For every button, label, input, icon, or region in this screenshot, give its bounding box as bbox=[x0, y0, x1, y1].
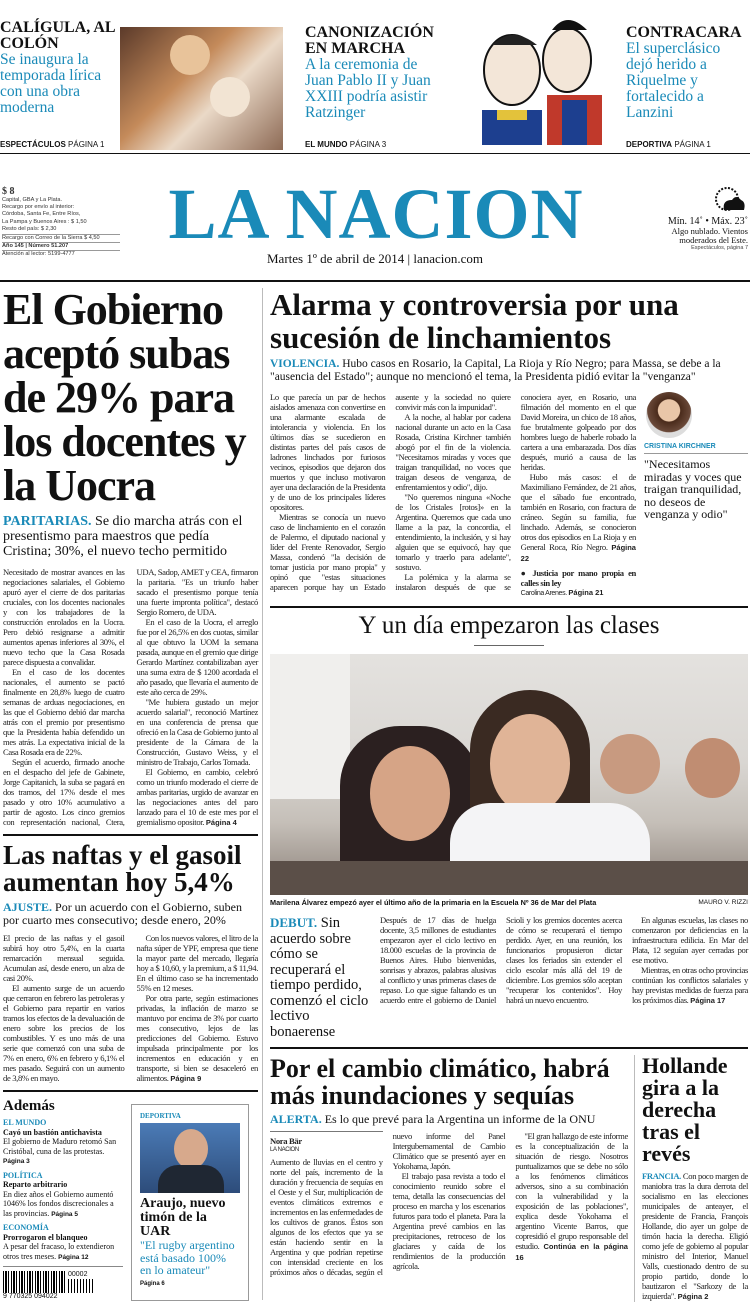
deck-text: Por un acuerdo con el Gobierno, suben por cuarto mes consecutivo; desde enero, 20% bbox=[3, 900, 242, 927]
lead-body bbox=[3, 567, 258, 828]
classes-deck bbox=[270, 915, 370, 1040]
brief-text: A pesar del fracaso, lo extendieron otros tres meses. bbox=[3, 1242, 115, 1261]
deck-text: Es lo que prevé para la Argentina un informe de la ONU bbox=[324, 1112, 596, 1126]
paragraph: A la noche, al hablar por cadena nacional durante un acto en la Casa Rosada, Cristina Kirchner también abogó por el fin de la violencia. "Necesitamos miradas y voces que traigan tranquilidad, no voces que traigan deseos de venganza, de enfrentamientos y odio", dijo. bbox=[395, 412, 511, 492]
teaser-canonizacion[interactable] bbox=[305, 25, 445, 121]
section-label: EL MUNDO bbox=[3, 1118, 47, 1127]
araujo-photo bbox=[140, 1123, 240, 1193]
price-line: Capital, GBA y La Plata. bbox=[2, 197, 63, 203]
classroom-photo bbox=[270, 654, 748, 895]
paragraph: "No queremos ninguna «Noche de los Cristales [rotos]» en la Argentina. Queremos que cada uno llame a la paz, la concordia, el entendimiento, la inclusión, y si hay alguien que se equivocó, hay que tomarlo y traerlo para adelante", sostuvo. bbox=[395, 492, 511, 572]
kicker: FRANCIA. bbox=[642, 1171, 681, 1181]
price-line: Recargo por envío al interior: bbox=[2, 204, 75, 211]
teaser-section[interactable] bbox=[305, 140, 386, 149]
page-ref[interactable]: Continúa en la página 16 bbox=[515, 1242, 628, 1262]
page-ref: Página 5 bbox=[51, 1210, 78, 1218]
divider bbox=[270, 606, 748, 608]
paragraph: En el caso de los docentes nacionales, el aumento se pactó finalmente en 28,8% luego de cuatro semanas de arduas negociaciones, en las que el Gobierno debió dar marcha atrás con el premio por presentismo que la Presidenta había defendido un mes atrás. La expectativa inicial de la Casa Rosada era de 22%. bbox=[3, 667, 125, 757]
price-line: Resto del país: $ 2,30 bbox=[2, 225, 57, 232]
divider bbox=[0, 153, 750, 154]
page-ref: PÁGINA 3 bbox=[349, 140, 387, 149]
caption-row bbox=[270, 898, 748, 907]
lynch-deck bbox=[270, 358, 748, 384]
teaser-sub: El superclásico dejó herido a Riquelme y fortalecido a Lanzini bbox=[626, 40, 721, 121]
box-head: Araujo, nuevo timón de la UAR bbox=[140, 1196, 226, 1239]
weather bbox=[632, 186, 748, 252]
teaser-contracara[interactable] bbox=[626, 25, 750, 121]
teaser-title: CANONIZACIÓN EN MARCHA bbox=[305, 24, 434, 57]
bottom-row bbox=[270, 1055, 748, 1302]
page-ref[interactable]: Página 9 bbox=[170, 1074, 202, 1083]
surcharge: Recargo con Correo de la Sierra $ 4,50 bbox=[2, 234, 120, 242]
paragraph: Mientras, en otras ocho provincias continúan los conflictos salariales y hay previstas medidas de fuerza para los próximos días. bbox=[632, 965, 748, 1005]
section-label: ECONOMÍA bbox=[3, 1223, 49, 1232]
deportiva-box[interactable] bbox=[131, 1104, 249, 1301]
kicker: DEBUT. bbox=[270, 915, 318, 930]
paragraph: Mientras se conocía un nuevo caso de linchamiento en el corazón de Palermo, el diputado nacional y líder del Frente Renovador, Sergio Massa, condenó "la decisión de tomar justicia por mano propia" y opinó que "estas situaciones aparecen porque hay un Estado ausente y la sociedad no quiere convivir más con la impunidad". bbox=[270, 392, 511, 592]
paragraph: El precio de las naftas y el gasoil subirá hoy otro 5,4%, en la cuarta remarcación mensual seguida. Acumulan así, desde enero, un alza de casi 20%. bbox=[3, 933, 125, 983]
fuel-headline[interactable]: Las naftas y el gasoil aumentan hoy 5,4% bbox=[3, 840, 242, 897]
column-divider bbox=[262, 288, 263, 1300]
kirchner-photo bbox=[646, 392, 692, 438]
deck-text: Hubo casos en Rosario, la Capital, La Rioja y Río Negro; para Massa, se debe a la "ausencia del Estado"; aunque no mencionó el tema, la Presidenta pidió evitar la "venganza" bbox=[270, 358, 721, 383]
opera-photo bbox=[120, 27, 283, 150]
section-label: EL MUNDO bbox=[305, 140, 348, 149]
paragraph: El Gobierno, en cambio, celebró como un triunfo moderado el cierre de ambas paritarias, urgido de avanzar en las negociaciones antes del paro lanzado para el 10 de este mes por el gremialismo opositor. bbox=[136, 767, 258, 827]
lead-headline[interactable]: El Gobierno aceptó subas de 29% para los docentes y la Uocra bbox=[3, 285, 246, 510]
weather-ref: Espectáculos, página 7 bbox=[691, 245, 748, 251]
teaser-section[interactable] bbox=[0, 140, 105, 149]
dateline: Martes 1º de abril de 2014 | lanacion.com bbox=[266, 251, 484, 266]
page-ref[interactable]: Página 22 bbox=[520, 543, 636, 563]
price: $ 8 bbox=[2, 186, 15, 197]
divider bbox=[474, 645, 544, 646]
brief-item[interactable] bbox=[3, 1118, 123, 1167]
paragraph: El trabajo pasa revista a todo el conocimiento reunido sobre el tema, detalla las consecuencias del proceso en marcha y los escenarios futuros para todo el planeta. Para la Argentina prevé cambios en las precipitaciones, retroceso de los glaciares y caída de los rendimientos de la producción agrícola. bbox=[392, 1171, 506, 1271]
brief-head: Reparto arbitrario bbox=[3, 1180, 68, 1189]
page-ref: PÁGINA 1 bbox=[68, 140, 105, 149]
paragraph: Con los nuevos valores, el litro de la nafta súper de YPF, empresa que tiene la mayor parte del mercado, llegaría hoy a $ 10,60, y la premium, a $ 11,94. En el último caso se ha incrementado 55% en 12 meses. bbox=[136, 933, 258, 993]
cloud-sun-icon bbox=[710, 186, 746, 212]
climate-headline[interactable]: Por el cambio climático, habrá más inundaciones y sequías bbox=[270, 1054, 610, 1110]
brief-head: Cayó un bastión antichavista bbox=[3, 1127, 102, 1137]
teaser-caligula[interactable] bbox=[0, 20, 116, 116]
brief-item[interactable] bbox=[3, 1171, 123, 1220]
teaser-title: CONTRACARA bbox=[626, 24, 742, 41]
brief-item[interactable] bbox=[3, 1223, 123, 1262]
section-label: DEPORTIVA bbox=[626, 140, 673, 149]
paragraph: El aumento surge de un acuerdo que cerraron en febrero las petroleras y el Gobierno para repartir en varios tramos los efectos de la devaluación de enero sobre los precios de los combustibles. Y es uno más de una serie que comenzó con una suba de 7% en enero, 6% en febrero y 6,1% el mes pasado. Seguirá con un aumento de 3,8% en mayo. bbox=[3, 983, 125, 1083]
price-line: La Pampa y Buenos Aires : $ 1,50 bbox=[2, 218, 87, 225]
barcode-issue: 00002 bbox=[68, 1271, 88, 1278]
teaser-sub: A la ceremonia de Juan Pablo II y Juan XXIII podría asistir Ratzinger bbox=[305, 56, 431, 121]
hollande-headline[interactable]: Hollande gira a la derecha tras el revés bbox=[642, 1053, 728, 1166]
divider bbox=[0, 280, 750, 282]
paragraph: En el caso de la Uocra, el arreglo fue por el 26,5% en dos cuotas, similar al que obtuvo la UOM la semana pasada, aunque en el gremio que dirige Gerardo Martínez contabilizaban ayer una suma extra de $ 1200 acordada el año pasado, que llevaría el aumento de este año cerca de 29%. bbox=[136, 617, 258, 697]
barcode-addon bbox=[68, 1279, 94, 1293]
ademas-section bbox=[3, 1098, 258, 1301]
section-label: DEPORTIVA bbox=[140, 1112, 181, 1120]
kicker: AJUSTE. bbox=[3, 900, 53, 914]
teaser-sub: Se inaugura la temporada lírica con una obra moderna bbox=[0, 51, 102, 116]
page-ref[interactable]: Página 17 bbox=[690, 996, 726, 1005]
fuel-body bbox=[3, 933, 258, 1084]
fuel-deck bbox=[3, 901, 258, 927]
right-column bbox=[270, 288, 748, 1302]
paragraph: Aumento de lluvias en el centro y norte del país, incremento de la duración y frecuencia de sequías en el Oeste y el Sur, multiplicación de eventos climáticos extremos e incrementos en las enfermedades de los cultivos de granos. Éstos son algunos de los efectos que ya se están haciendo sentir en la Argentina y que podrían repetirse con intensidad creciente en los próximos años o décadas, según el nuevo informe del Panel Intergubernamental de Cambio Climático que se presentó ayer en Yokohama, Japón. bbox=[270, 1131, 506, 1277]
quote-text: "Necesitamos miradas y voces que traigan tranquilidad, no deseos de venganza y odio" bbox=[644, 457, 742, 521]
paragraph: En algunas escuelas, las clases no comenzaron por deficiencias en la infraestructura edilicia. En Mar del Plata, 12 seguían ayer cerradas por ese motivo. bbox=[632, 915, 748, 965]
teaser-section[interactable] bbox=[626, 140, 711, 149]
kirchner-quote bbox=[644, 392, 748, 599]
brief-text: En diez años el Gobierno aumentó 1046% los fondos discrecionales a las provincias. bbox=[3, 1189, 114, 1218]
page-ref: Página 6 bbox=[140, 1280, 165, 1287]
page-ref: Página 3 bbox=[3, 1158, 30, 1165]
author: Nora Bär bbox=[270, 1136, 302, 1146]
quote-name: CRISTINA KIRCHNER bbox=[644, 442, 748, 454]
related-link[interactable]: ● Justicia por mano propia en calles sin ley bbox=[520, 568, 636, 588]
divider bbox=[3, 1090, 258, 1092]
lead-deck bbox=[3, 514, 258, 559]
kicker: ALERTA. bbox=[270, 1112, 322, 1126]
outlet: LA NACION bbox=[270, 1147, 299, 1153]
caricature-illustration bbox=[462, 5, 612, 145]
classes-headline[interactable]: Y un día empezaron las clases bbox=[358, 612, 660, 639]
related-author: Carolina Arenes. bbox=[520, 590, 567, 597]
kicker: PARITARIAS. bbox=[3, 514, 92, 529]
divider bbox=[3, 834, 258, 836]
section-label: ESPECTÁCULOS bbox=[0, 140, 66, 149]
ademas-title: Además bbox=[3, 1098, 55, 1114]
weather-desc: Algo nublado. Vientos moderados del Este. bbox=[671, 226, 748, 245]
divider bbox=[270, 1047, 748, 1049]
page-ref: Página 21 bbox=[568, 588, 604, 597]
left-column bbox=[3, 285, 258, 1301]
page-ref: Página 12 bbox=[58, 1253, 89, 1261]
paragraph: Lo que parecía un par de hechos aislados amenaza con convertirse en una alarmante escalada de intolerancia y violencia. En los últimos días se sucedieron en distintas partes del país casos de ladrones linchados por furiosos vecinos, episodios que dejaron dos muertos y que incluso motivaron ayer una declaración de la Presidenta y de uno de los principales líderes opositores. bbox=[270, 392, 386, 512]
deck-text: Se dio marcha atrás con el presentismo para maestros que pedía Cristina; 30%, el nuevo techo permitido bbox=[3, 514, 243, 559]
section-label: POLÍTICA bbox=[3, 1170, 43, 1180]
related-head: Justicia por mano propia en calles sin ley bbox=[520, 568, 636, 588]
byline bbox=[270, 1131, 383, 1154]
kicker: VIOLENCIA. bbox=[270, 358, 340, 370]
climate-body bbox=[270, 1131, 628, 1277]
climate-story bbox=[270, 1055, 634, 1302]
debut-row bbox=[270, 915, 748, 1040]
date: Martes 1º de abril de 2014 bbox=[266, 251, 405, 266]
box-quote: "El rugby argentino está basado 100% en lo amateur" bbox=[140, 1238, 235, 1277]
paragraph: Hubo más casos: el de Maximiliano Fernández, de 21 años, que el sábado fue encontrado, también en Rosario, con fractura de cráneo. Según su familia, fue linchado. Además, se conocieron otros dos episodios en La Rioja y en General Roca, Río Negro. bbox=[520, 472, 636, 552]
teaser-title: CALÍGULA, AL COLÓN bbox=[0, 19, 115, 52]
paragraph: Necesitado de mostrar avances en las negociaciones salariales, el Gobierno apuró ayer el cierre de dos paritarias cruciales, con los docentes nacionales y con los trabajadores de la construcción enrolados en la Uocra. Pero debió resignarse a admitir aumentos apenas inferiores al 30%, el nuevo techo que la Casa Rosada parece dispuesta a convalidar. bbox=[3, 567, 125, 667]
logo[interactable]: LA NACION bbox=[168, 174, 584, 254]
page-ref: PÁGINA 1 bbox=[674, 140, 711, 149]
temperature: Mín. 14˚ • Máx. 23˚ bbox=[667, 216, 748, 227]
paragraph: "El gran hallazgo de este informe es la conceptualización de la situación de riesgo. Nosotros puntualizamos que se debe no sólo a los fenómenos climáticos adversos, sino a su combinación con la vulnerabilidad y la exposición de las poblaciones", explica desde Yokohama el argentino Vicente Barros, que copresidió el grupo responsable del estudio. bbox=[515, 1131, 628, 1251]
contact: Atención al lector: 5199-4777 bbox=[2, 250, 120, 258]
hollande-story bbox=[634, 1055, 748, 1302]
site-link[interactable]: lanacion.com bbox=[413, 251, 484, 266]
paragraph: "Me hubiera gustado un mejor acuerdo salarial", reconoció Martínez en una conferencia de prensa que ofreció en la Casa de Gobierno junto al presidente de la Cámara de la Construcción, Gustavo Weiss, y el ministro de Trabajo, Carlos Tomada. bbox=[136, 697, 258, 767]
page-ref[interactable]: Página 4 bbox=[205, 818, 237, 827]
lynch-row bbox=[270, 392, 748, 599]
lynch-headline[interactable]: Alarma y controversia por una sucesión de linchamientos bbox=[270, 287, 679, 355]
classes-body bbox=[380, 915, 748, 1040]
barcode bbox=[3, 1271, 65, 1293]
paragraph: Después de 17 días de huelga docente, 3,5 millones de estudiantes empezaron ayer el ciclo lectivo en 18.000 escuelas de la provincia de Buenos Aires. Hubo bienvenidas, sonrisas y abrazos, palabras alusivas al conflicto y unas primeras clases de repaso. Lo que sigue faltando es un acuerdo entre el gobierno de Daniel Scioli y los gremios docentes acerca de cómo se recuperará el tiempo perdido. Ayer, en una reunión, los funcionarios propusieron dictar clases los feriados sin extender el ciclo escolar más allá del 19 de diciembre. Los gremios sólo aceptan "recuperar los contenidos". Hoy habrá un nuevo encuentro. bbox=[380, 915, 622, 1005]
deck-text: Sin acuerdo sobre cómo se recuperará el tiempo perdido, comenzó el ciclo lectivo bonaerense bbox=[270, 915, 369, 1040]
price-line: Córdoba, Santa Fe, Entre Ríos, bbox=[2, 211, 81, 218]
barcode-number: 9 770325 094022 bbox=[3, 1293, 58, 1300]
ademas-list bbox=[3, 1118, 123, 1262]
barcode-block bbox=[3, 1271, 123, 1293]
climate-deck bbox=[270, 1112, 628, 1126]
paragraph: Con poco margen de maniobra tras la dura derrota del socialismo en las elecciones municipales de anteayer, el presidente de Francia, François Hollande, dio ayer un golpe de timón hacia la derecha. Eligió como jefe de gobierno al popular ministro del Interior, Manuel Valls, cuestionado dentro de su propio partido, donde lo bautizaron el "Sarkozy de la izquierda". bbox=[642, 1171, 748, 1301]
paragraph: Por otra parte, según estimaciones privadas, la inflación de marzo se mantuvo por encima de 3% por cuarto mes consecutivo, lejos de las predicciones del Gobierno. Estuvo impulsada principalmente por los incrementos en educación y en transporte, si bien se desaceleró en alimentos. bbox=[136, 993, 258, 1083]
paragraph: La polémica y la alarma se instalaron después de que se conociera ayer, en Rosario, una filmación del momento en el que David Moreira, un chico de 18 años, fue brutalmente golpeado por dos hombres luego de haberle robado la cartera a una embarazada. Dos días después, murió a causa de las heridas. bbox=[395, 392, 636, 592]
divider bbox=[3, 1266, 123, 1267]
issue-number: Año 145 | Número 51.207 bbox=[2, 242, 120, 250]
page-ref[interactable]: Página 2 bbox=[677, 1292, 709, 1301]
photo-credit: MAURO V. RIZZI bbox=[698, 899, 748, 906]
price-box bbox=[2, 186, 120, 259]
paragraph: Según el acuerdo, firmado anoche en el despacho del jefe de Gabinete, Jorge Capitanich, la suba se pagará en dos tramos, del 17% desde el mes pasado y otro 10% acumulativo a partir de agosto. Los cinco gremios con representación nacional, Ctera, UDA, Sadop, AMET y CEA, firmaron la paritaria. "Es un triunfo haber sacado el presentismo porque tenía una fuerte impronta política", destacó Sergio Romero, de UDA. bbox=[3, 567, 258, 827]
brief-text: El gobierno de Maduro retomó San Cristóbal, cuna de las protestas. bbox=[3, 1137, 117, 1156]
brief-head: Prorrogaron el blanqueo bbox=[3, 1232, 88, 1242]
lynch-body bbox=[270, 392, 636, 599]
hollande-body bbox=[642, 1171, 748, 1302]
photo-caption: Marilena Álvarez empezó ayer el último año de la primaria en la Escuela Nº 36 de Mar del Plata bbox=[270, 898, 597, 907]
